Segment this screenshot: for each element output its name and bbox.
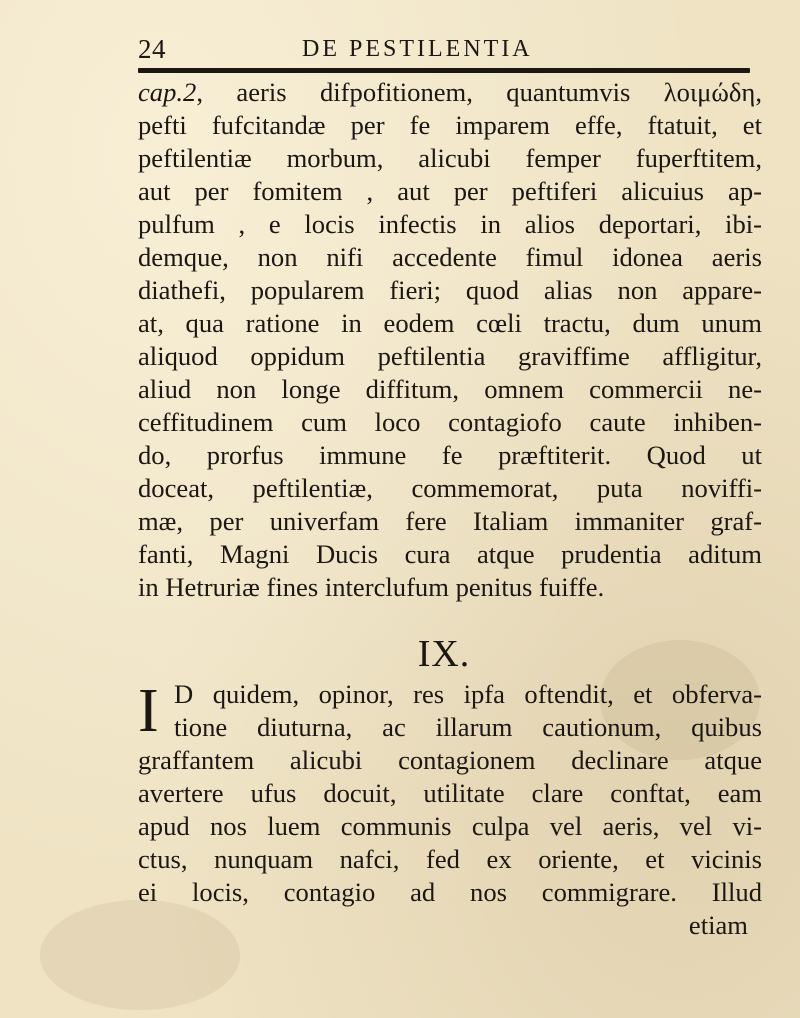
text-line: tione diuturna, ac illarum cautionum, quibus xyxy=(174,712,762,742)
text-line: at, qua ratione in eodem cœli tractu, dum unum xyxy=(138,308,762,338)
running-title: DE PESTILENTIA xyxy=(302,36,533,62)
text-line: pefti fufcitandæ per fe imparem effe, ftatuit, et xyxy=(138,110,762,140)
text-line: in Hetruriæ fines interclufum penitus fuiffe. xyxy=(138,572,605,602)
header-rule xyxy=(138,68,750,73)
text-line: demque, non nifi accedente fimul idonea aeris xyxy=(138,242,762,272)
text-line: cap.2, aeris difpofitionem, quantumvis λοιμώδη, xyxy=(138,77,762,107)
text-line: doceat, peftilentiæ, commemorat, puta noviffi- xyxy=(138,473,762,503)
chapter-reference: cap.2 xyxy=(138,77,197,107)
text-line: aliquod oppidum peftilentia graviffime affligitur, xyxy=(138,341,762,371)
text-line: peftilentiæ morbum, alicubi femper fuperftitem, xyxy=(138,143,762,173)
section-heading: IX. xyxy=(417,633,471,675)
text-line: diathefi, popularem fieri; quod alias non appare- xyxy=(138,275,762,305)
first-paragraph xyxy=(138,76,762,604)
text-line: ceffitudinem cum loco contagiofo caute inhiben- xyxy=(138,407,762,437)
text-line: graffantem alicubi contagionem declinare atque xyxy=(138,745,762,775)
text-line: fanti, Magni Ducis cura atque prudentia aditum xyxy=(138,539,762,569)
text-line: avertere ufus docuit, utilitate clare conftat, eam xyxy=(138,778,762,808)
text-line: apud nos luem communis culpa vel aeris, vel vi- xyxy=(138,811,762,841)
text-line: aut per fomitem , aut per peftiferi alicuius ap- xyxy=(138,176,762,206)
running-head xyxy=(138,30,758,66)
text-line: do, prorfus immune fe præftiterit. Quod ut xyxy=(138,440,762,470)
text-line: ei locis, contagio ad nos commigrare. Illud xyxy=(138,877,762,907)
page-number: 24 xyxy=(138,34,166,64)
text-line: D quidem, opinor, res ipfa oftendit, et obferva- xyxy=(174,679,762,709)
text-line: pulfum , e locis infectis in alios deportari, ibi- xyxy=(138,209,762,239)
catchword: etiam xyxy=(688,910,748,940)
text-line: aliud non longe diffitum, omnem commercii ne- xyxy=(138,374,762,404)
drop-cap: I xyxy=(138,677,159,745)
text-line: mæ, per univerfam fere Italiam immaniter graf- xyxy=(138,506,762,536)
text-line: ctus, nunquam nafci, fed ex oriente, et vicinis xyxy=(138,844,762,874)
section-paragraph xyxy=(138,678,762,942)
